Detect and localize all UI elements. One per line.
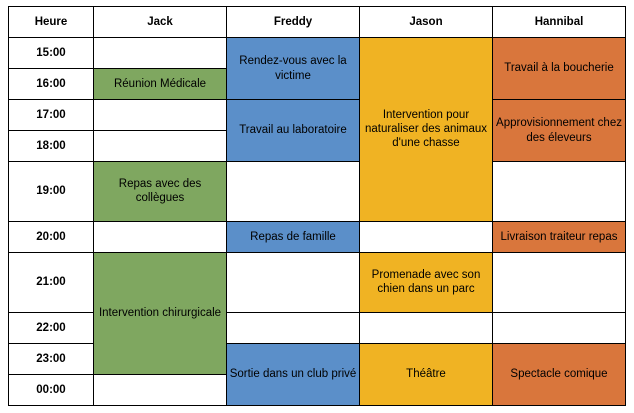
empty-cell-jack: [94, 100, 227, 131]
event-cell-jack[interactable]: Réunion Médicale: [94, 69, 227, 100]
event-cell-hannibal[interactable]: Approvisionnement chez des éleveurs: [493, 100, 626, 162]
hour-cell: 15:00: [9, 38, 94, 69]
hour-cell: 17:00: [9, 100, 94, 131]
empty-cell-hannibal: [493, 252, 626, 312]
empty-cell-jack: [94, 374, 227, 405]
event-cell-jason[interactable]: Intervention pour naturaliser des animaux d'une chasse: [360, 38, 493, 222]
table-row: [9, 100, 626, 131]
event-cell-jason[interactable]: Théâtre: [360, 343, 493, 405]
event-cell-jack[interactable]: Repas avec des collègues: [94, 162, 227, 222]
empty-cell-hannibal: [493, 162, 626, 222]
hour-cell: 21:00: [9, 252, 94, 312]
header-row: [9, 7, 626, 38]
event-cell-freddy[interactable]: Travail au laboratoire: [227, 100, 360, 162]
empty-cell-jack: [94, 38, 227, 69]
event-cell-hannibal[interactable]: Spectacle comique: [493, 343, 626, 405]
event-cell-jack[interactable]: Intervention chirurgicale: [94, 252, 227, 374]
table-header: [9, 7, 626, 38]
empty-cell-freddy: [227, 312, 360, 343]
hour-cell: 23:00: [9, 343, 94, 374]
empty-cell-jason: [360, 312, 493, 343]
empty-cell-freddy: [227, 162, 360, 222]
table-row: [9, 252, 626, 312]
hour-cell: 22:00: [9, 312, 94, 343]
event-cell-freddy[interactable]: Rendez-vous avec la victime: [227, 38, 360, 100]
empty-cell-hannibal: [493, 312, 626, 343]
hour-cell: 16:00: [9, 69, 94, 100]
column-header-freddy: Freddy: [227, 7, 360, 38]
event-cell-hannibal[interactable]: Livraison traiteur repas: [493, 221, 626, 252]
hour-cell: 19:00: [9, 162, 94, 222]
column-header-hannibal: Hannibal: [493, 7, 626, 38]
hour-cell: 20:00: [9, 221, 94, 252]
event-cell-jason[interactable]: Promenade avec son chien dans un parc: [360, 252, 493, 312]
empty-cell-jason: [360, 221, 493, 252]
schedule-table: [8, 6, 626, 406]
table-row: [9, 38, 626, 69]
column-header-heure: Heure: [9, 7, 94, 38]
table-row: [9, 221, 626, 252]
hour-cell: 18:00: [9, 131, 94, 162]
empty-cell-jack: [94, 131, 227, 162]
column-header-jack: Jack: [94, 7, 227, 38]
table-body: [9, 38, 626, 406]
table-row: [9, 162, 626, 222]
event-cell-freddy[interactable]: Sortie dans un club privé: [227, 343, 360, 405]
event-cell-freddy[interactable]: Repas de famille: [227, 221, 360, 252]
empty-cell-freddy: [227, 252, 360, 312]
event-cell-hannibal[interactable]: Travail à la boucherie: [493, 38, 626, 100]
hour-cell: 00:00: [9, 374, 94, 405]
empty-cell-jack: [94, 221, 227, 252]
column-header-jason: Jason: [360, 7, 493, 38]
